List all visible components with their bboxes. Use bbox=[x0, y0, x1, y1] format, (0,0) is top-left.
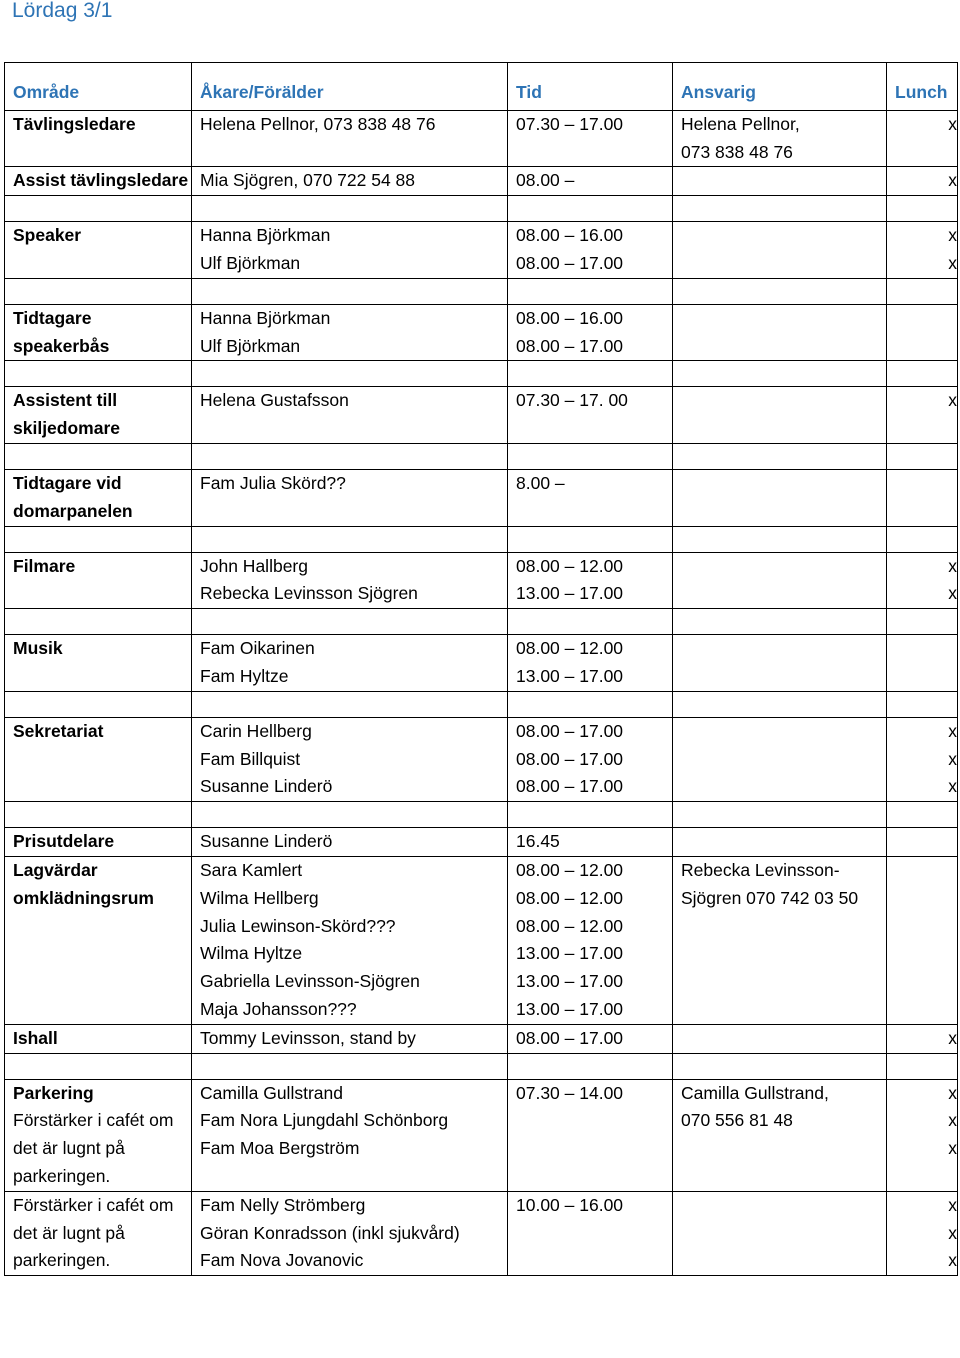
cell-line: Fam Julia Skörd?? bbox=[200, 472, 346, 493]
cell-line: Göran Konradsson (inkl sjukvård) bbox=[200, 1222, 460, 1243]
spacer-cell bbox=[5, 443, 192, 469]
cell-lunch bbox=[887, 304, 958, 361]
cell-area bbox=[5, 1191, 192, 1275]
table-row bbox=[5, 1079, 958, 1191]
cell-line: speakerbås bbox=[13, 335, 110, 356]
table-row bbox=[5, 635, 958, 692]
cell-line: John Hallberg bbox=[200, 555, 308, 576]
cell-responsible bbox=[673, 856, 887, 1024]
cell-area bbox=[5, 1024, 192, 1053]
cell-person bbox=[192, 1024, 508, 1053]
spacer-row bbox=[5, 691, 958, 717]
cell-line: Wilma Hyltze bbox=[200, 943, 303, 964]
cell-line: 08.00 – 17.00 bbox=[516, 776, 624, 797]
cell-line: 073 838 48 76 bbox=[681, 141, 793, 162]
spacer-cell bbox=[508, 802, 673, 828]
cell-time bbox=[508, 552, 673, 609]
spacer-row bbox=[5, 278, 958, 304]
spacer-cell bbox=[887, 609, 958, 635]
cell-person bbox=[192, 222, 508, 279]
cell-line: Carin Hellberg bbox=[200, 720, 312, 741]
cell-lunch bbox=[887, 110, 958, 167]
cell-lunch bbox=[887, 635, 958, 692]
cell-line: 08.00 – 17.00 bbox=[516, 1027, 624, 1048]
cell-line: 13.00 – 17.00 bbox=[516, 583, 624, 604]
cell-line: Gabriella Levinsson-Sjögren bbox=[200, 971, 420, 992]
cell-person bbox=[192, 1079, 508, 1191]
cell-line: Susanne Linderö bbox=[200, 831, 333, 852]
cell-line: 08.00 – 17.00 bbox=[516, 252, 624, 273]
cell-lunch bbox=[887, 1024, 958, 1053]
spacer-cell bbox=[887, 691, 958, 717]
spacer-cell bbox=[508, 361, 673, 387]
cell-line: 08.00 – 16.00 bbox=[516, 225, 624, 246]
spacer-cell bbox=[887, 278, 958, 304]
spacer-cell bbox=[192, 691, 508, 717]
spacer-cell bbox=[887, 1053, 958, 1079]
spacer-row bbox=[5, 1053, 958, 1079]
spacer-cell bbox=[5, 691, 192, 717]
cell-lunch bbox=[887, 167, 958, 196]
cell-time bbox=[508, 717, 673, 801]
cell-area bbox=[5, 856, 192, 1024]
spacer-row bbox=[5, 361, 958, 387]
table-row bbox=[5, 717, 958, 801]
spacer-cell bbox=[887, 361, 958, 387]
cell-responsible bbox=[673, 1191, 887, 1275]
cell-line: Tävlingsledare bbox=[13, 113, 136, 134]
cell-lunch bbox=[887, 1191, 958, 1275]
cell-line: Rebecka Levinsson Sjögren bbox=[200, 583, 418, 604]
spacer-cell bbox=[192, 196, 508, 222]
cell-line: Tommy Levinsson, stand by bbox=[200, 1027, 416, 1048]
spacer-cell bbox=[5, 1053, 192, 1079]
cell-time bbox=[508, 167, 673, 196]
cell-line: Mia Sjögren, 070 722 54 88 bbox=[200, 170, 416, 191]
cell-line: 13.00 – 17.00 bbox=[516, 998, 624, 1019]
cell-line: 07.30 – 17. 00 bbox=[516, 390, 628, 411]
cell-area bbox=[5, 469, 192, 526]
spacer-cell bbox=[508, 196, 673, 222]
cell-line: 8.00 – bbox=[516, 472, 565, 493]
cell-person bbox=[192, 717, 508, 801]
spacer-cell bbox=[673, 691, 887, 717]
cell-time bbox=[508, 828, 673, 857]
cell-lunch bbox=[887, 552, 958, 609]
cell-line: Julia Lewinson-Skörd??? bbox=[200, 915, 396, 936]
table-row bbox=[5, 222, 958, 279]
cell-responsible bbox=[673, 222, 887, 279]
spacer-cell bbox=[887, 443, 958, 469]
spacer-cell bbox=[673, 278, 887, 304]
cell-lunch bbox=[887, 717, 958, 801]
cell-line: Helena Pellnor, 073 838 48 76 bbox=[200, 113, 436, 134]
cell-responsible bbox=[673, 167, 887, 196]
cell-responsible bbox=[673, 828, 887, 857]
table-row bbox=[5, 828, 958, 857]
spacer-cell bbox=[887, 802, 958, 828]
cell-person bbox=[192, 304, 508, 361]
cell-line: 07.30 – 14.00 bbox=[516, 1082, 624, 1103]
cell-line: parkeringen. bbox=[13, 1250, 111, 1271]
cell-line: Prisutdelare bbox=[13, 831, 115, 852]
cell-line: Fam Nova Jovanovic bbox=[200, 1250, 364, 1271]
spacer-cell bbox=[192, 361, 508, 387]
schedule-table bbox=[4, 62, 958, 1276]
page-title: Lördag 3/1 bbox=[12, 0, 113, 22]
spacer-cell bbox=[508, 609, 673, 635]
cell-line: domarpanelen bbox=[13, 500, 133, 521]
cell-line: Camilla Gullstrand bbox=[200, 1082, 343, 1103]
cell-line: Helena Gustafsson bbox=[200, 390, 349, 411]
cell-line: x bbox=[948, 170, 957, 191]
cell-area bbox=[5, 552, 192, 609]
cell-area bbox=[5, 222, 192, 279]
header-person: Åkare/Förälder bbox=[192, 63, 508, 111]
spacer-row bbox=[5, 196, 958, 222]
cell-person bbox=[192, 167, 508, 196]
cell-line: Tidtagare vid bbox=[13, 472, 122, 493]
cell-area bbox=[5, 635, 192, 692]
table-row bbox=[5, 856, 958, 1024]
cell-line: Fam Nora Ljungdahl Schönborg bbox=[200, 1110, 449, 1131]
cell-time bbox=[508, 1024, 673, 1053]
cell-lunch bbox=[887, 1079, 958, 1191]
cell-line: Sara Kamlert bbox=[200, 859, 303, 880]
cell-lunch bbox=[887, 828, 958, 857]
cell-line: Fam Nelly Strömberg bbox=[200, 1194, 366, 1215]
spacer-cell bbox=[192, 443, 508, 469]
spacer-row bbox=[5, 443, 958, 469]
cell-line: Filmare bbox=[13, 555, 76, 576]
spacer-row bbox=[5, 526, 958, 552]
cell-line: Assist tävlingsledare bbox=[13, 170, 189, 191]
cell-responsible bbox=[673, 1024, 887, 1053]
spacer-row bbox=[5, 802, 958, 828]
cell-line: parkeringen. bbox=[13, 1165, 111, 1186]
spacer-cell bbox=[673, 196, 887, 222]
cell-area bbox=[5, 387, 192, 444]
spacer-row bbox=[5, 609, 958, 635]
spacer-cell bbox=[673, 609, 887, 635]
table-row bbox=[5, 469, 958, 526]
cell-line: 13.00 – 17.00 bbox=[516, 943, 624, 964]
cell-time bbox=[508, 1079, 673, 1191]
cell-line: Helena Pellnor, bbox=[681, 113, 800, 134]
cell-line: Fam Moa Bergström bbox=[200, 1138, 360, 1159]
cell-time bbox=[508, 387, 673, 444]
cell-line: 08.00 – 12.00 bbox=[516, 555, 624, 576]
cell-line: omklädningsrum bbox=[13, 887, 154, 908]
cell-time bbox=[508, 635, 673, 692]
table-row bbox=[5, 110, 958, 167]
cell-line: Parkering bbox=[13, 1082, 94, 1103]
spacer-cell bbox=[673, 1053, 887, 1079]
cell-area bbox=[5, 717, 192, 801]
cell-responsible bbox=[673, 387, 887, 444]
spacer-cell bbox=[508, 278, 673, 304]
cell-lunch bbox=[887, 469, 958, 526]
cell-line: x bbox=[948, 252, 957, 273]
cell-line: x bbox=[948, 1250, 957, 1271]
cell-person bbox=[192, 110, 508, 167]
cell-line: Susanne Linderö bbox=[200, 776, 333, 797]
spacer-cell bbox=[508, 1053, 673, 1079]
cell-line: Ulf Björkman bbox=[200, 335, 301, 356]
spacer-cell bbox=[673, 802, 887, 828]
cell-line: 08.00 – 16.00 bbox=[516, 307, 624, 328]
cell-line: 08.00 – 12.00 bbox=[516, 915, 624, 936]
cell-responsible bbox=[673, 635, 887, 692]
cell-line: 07.30 – 17.00 bbox=[516, 113, 624, 134]
cell-line: x bbox=[948, 1138, 957, 1159]
spacer-cell bbox=[673, 361, 887, 387]
cell-line: det är lugnt på bbox=[13, 1222, 125, 1243]
cell-responsible bbox=[673, 552, 887, 609]
cell-line: Wilma Hellberg bbox=[200, 887, 319, 908]
cell-person bbox=[192, 387, 508, 444]
cell-line: x bbox=[948, 1027, 957, 1048]
cell-line: x bbox=[948, 1082, 957, 1103]
cell-line: det är lugnt på bbox=[13, 1138, 125, 1159]
cell-line: Hanna Björkman bbox=[200, 225, 331, 246]
cell-area bbox=[5, 167, 192, 196]
cell-line: x bbox=[948, 776, 957, 797]
cell-person bbox=[192, 1191, 508, 1275]
cell-line: x bbox=[948, 1222, 957, 1243]
cell-line: 08.00 – 12.00 bbox=[516, 638, 624, 659]
cell-line: Ulf Björkman bbox=[200, 252, 301, 273]
cell-person bbox=[192, 469, 508, 526]
table-row bbox=[5, 387, 958, 444]
spacer-cell bbox=[5, 361, 192, 387]
cell-line: 16.45 bbox=[516, 831, 560, 852]
spacer-cell bbox=[5, 278, 192, 304]
header-lunch: Lunch bbox=[887, 63, 958, 111]
header-row bbox=[5, 63, 958, 111]
cell-line: skiljedomare bbox=[13, 418, 120, 439]
spacer-cell bbox=[887, 526, 958, 552]
cell-person bbox=[192, 552, 508, 609]
spacer-cell bbox=[192, 802, 508, 828]
cell-line: Fam Billquist bbox=[200, 748, 301, 769]
cell-line: 10.00 – 16.00 bbox=[516, 1194, 624, 1215]
cell-line: Musik bbox=[13, 638, 63, 659]
cell-line: 070 556 81 48 bbox=[681, 1110, 793, 1131]
spacer-cell bbox=[192, 1053, 508, 1079]
spacer-cell bbox=[673, 526, 887, 552]
cell-time bbox=[508, 222, 673, 279]
cell-line: x bbox=[948, 225, 957, 246]
cell-line: 13.00 – 17.00 bbox=[516, 665, 624, 686]
cell-line: Fam Hyltze bbox=[200, 665, 289, 686]
spacer-cell bbox=[5, 196, 192, 222]
table-row bbox=[5, 1024, 958, 1053]
cell-area bbox=[5, 110, 192, 167]
table-row bbox=[5, 167, 958, 196]
cell-line: 08.00 – bbox=[516, 170, 575, 191]
header-area: Område bbox=[5, 63, 192, 111]
spacer-cell bbox=[5, 802, 192, 828]
cell-person bbox=[192, 856, 508, 1024]
cell-line: x bbox=[948, 1194, 957, 1215]
cell-area bbox=[5, 304, 192, 361]
header-responsible: Ansvarig bbox=[673, 63, 887, 111]
cell-responsible bbox=[673, 304, 887, 361]
cell-line: x bbox=[948, 748, 957, 769]
cell-line: Förstärker i cafét om bbox=[13, 1110, 174, 1131]
spacer-cell bbox=[192, 609, 508, 635]
cell-lunch bbox=[887, 856, 958, 1024]
cell-time bbox=[508, 110, 673, 167]
cell-line: x bbox=[948, 720, 957, 741]
cell-time bbox=[508, 469, 673, 526]
spacer-cell bbox=[508, 443, 673, 469]
spacer-cell bbox=[5, 526, 192, 552]
header-time: Tid bbox=[508, 63, 673, 111]
spacer-cell bbox=[673, 443, 887, 469]
cell-area bbox=[5, 828, 192, 857]
cell-line: Lagvärdar bbox=[13, 859, 98, 880]
cell-line: x bbox=[948, 1110, 957, 1131]
cell-line: Förstärker i cafét om bbox=[13, 1194, 174, 1215]
cell-lunch bbox=[887, 222, 958, 279]
cell-line: x bbox=[948, 583, 957, 604]
cell-area bbox=[5, 1079, 192, 1191]
cell-line: 13.00 – 17.00 bbox=[516, 971, 624, 992]
cell-line: Assistent till bbox=[13, 390, 118, 411]
cell-line: Camilla Gullstrand, bbox=[681, 1082, 829, 1103]
cell-line: Ishall bbox=[13, 1027, 58, 1048]
cell-person bbox=[192, 635, 508, 692]
cell-responsible bbox=[673, 717, 887, 801]
cell-time bbox=[508, 304, 673, 361]
spacer-cell bbox=[508, 526, 673, 552]
cell-line: Maja Johansson??? bbox=[200, 998, 357, 1019]
cell-line: x bbox=[948, 555, 957, 576]
spacer-cell bbox=[5, 609, 192, 635]
cell-line: 08.00 – 12.00 bbox=[516, 887, 624, 908]
cell-line: Sekretariat bbox=[13, 720, 104, 741]
cell-line: Hanna Björkman bbox=[200, 307, 331, 328]
cell-responsible bbox=[673, 469, 887, 526]
cell-time bbox=[508, 856, 673, 1024]
cell-time bbox=[508, 1191, 673, 1275]
cell-line: Sjögren 070 742 03 50 bbox=[681, 887, 859, 908]
cell-line: Tidtagare bbox=[13, 307, 92, 328]
cell-line: 08.00 – 17.00 bbox=[516, 335, 624, 356]
table-row bbox=[5, 304, 958, 361]
cell-line: x bbox=[948, 113, 957, 134]
cell-line: Speaker bbox=[13, 225, 82, 246]
spacer-cell bbox=[192, 278, 508, 304]
cell-line: Rebecka Levinsson- bbox=[681, 859, 840, 880]
cell-line: 08.00 – 17.00 bbox=[516, 748, 624, 769]
cell-line: 08.00 – 17.00 bbox=[516, 720, 624, 741]
cell-responsible bbox=[673, 110, 887, 167]
cell-line: x bbox=[948, 390, 957, 411]
spacer-cell bbox=[192, 526, 508, 552]
cell-line: Fam Oikarinen bbox=[200, 638, 315, 659]
spacer-cell bbox=[508, 691, 673, 717]
cell-lunch bbox=[887, 387, 958, 444]
table-row bbox=[5, 552, 958, 609]
cell-responsible bbox=[673, 1079, 887, 1191]
spacer-cell bbox=[887, 196, 958, 222]
cell-person bbox=[192, 828, 508, 857]
table-row bbox=[5, 1191, 958, 1275]
cell-line: 08.00 – 12.00 bbox=[516, 859, 624, 880]
